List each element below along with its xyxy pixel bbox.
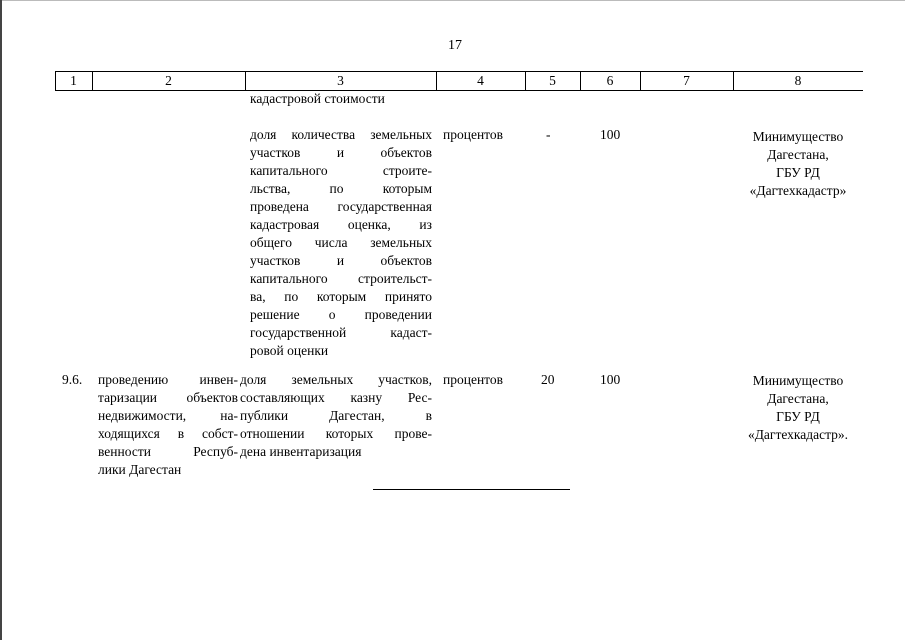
text-line: Дагестана, [767,147,829,162]
table-header [55,71,863,91]
header-col-3: 3 [337,73,344,88]
row-b-indicator [240,371,432,461]
header-col-6: 6 [606,73,614,88]
closing-rule [373,489,570,490]
text-line: проведению инвен- [98,372,238,387]
text-line: решение о проведении [250,307,432,322]
header-col-1: 1 [70,73,77,88]
text-line: венности Респуб- [98,444,238,459]
text-line: доля количества земельных [250,127,432,142]
row-b-executors [733,372,863,444]
text-line: Дагестана, [767,391,829,406]
text-line: ходящихся в собст- [98,426,238,441]
text-line: «Дагтехкадастр». [747,427,849,442]
text-line: ровой оценки [250,343,329,358]
text-line: составляющих казну Рес- [240,390,432,405]
text-line: недвижимости, на- [98,408,238,423]
text-line: доля земельных участков, [240,372,432,387]
text-line: общего числа земельных [250,235,432,250]
text-line: ГБУ РД [776,165,820,180]
page-number: 17 [448,38,462,53]
continued-indicator-text: кадастровой стоимости [250,91,385,106]
text-line: капитального строительст- [250,271,432,286]
row-a-target-value: 100 [600,127,621,142]
text-line: льства, по которым [250,181,432,196]
header-col-8: 8 [794,73,802,88]
text-line: «Дагтехкадастр» [749,183,847,198]
text-line: проведена государственная [250,199,432,214]
header-col-4: 4 [477,73,484,88]
header-col-2: 2 [165,73,172,88]
text-line: ва, по которым принято [250,289,432,304]
text-line: публики Дагестан, в [240,408,432,423]
row-a-executors [733,128,863,200]
row-b-target-value: 100 [600,372,621,387]
text-line: дена инвентаризация [240,444,362,459]
text-line: таризации объектов [98,390,238,405]
row-b-activity [98,371,238,479]
text-line: Минимущество [752,129,844,144]
row-b-unit: процентов [443,372,504,387]
text-line: ГБУ РД [776,409,820,424]
text-line: кадастровая оценка, из [250,217,432,232]
text-line: капитального строите- [250,163,432,178]
text-line: участков и объектов [250,145,432,160]
row-a-unit: процентов [443,127,504,142]
row-a-indicator [250,126,432,360]
text-line: Минимущество [752,373,844,388]
text-line: государственной кадаст- [250,325,432,340]
text-line: лики Дагестан [98,462,182,477]
text-line: участков и объектов [250,253,432,268]
scan-edge-top [0,0,905,1]
row-a-base-value: - [546,127,551,142]
row-b-number: 9.6. [62,372,83,387]
header-col-5: 5 [549,73,556,88]
header-col-7: 7 [683,73,690,88]
row-b-base-value: 20 [541,372,555,387]
text-line: отношении которых прове- [240,426,432,441]
scan-edge-left [0,0,2,640]
